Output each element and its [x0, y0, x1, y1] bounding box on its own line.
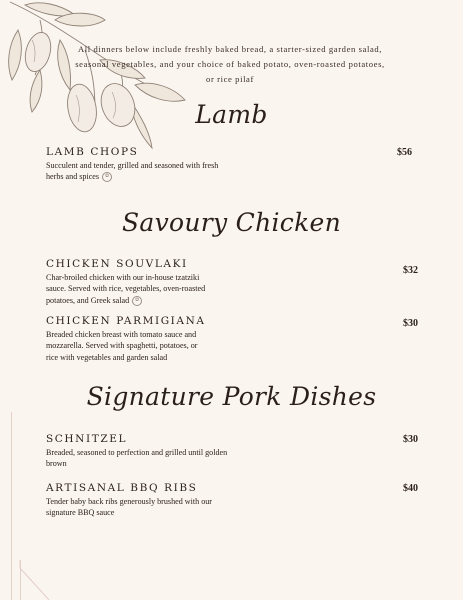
section-title-lamb: Lamb — [195, 100, 268, 129]
menu-item-description: Breaded, seasoned to perfection and grilled until golden brown — [46, 448, 228, 469]
menu-item-description: Succulent and tender, grilled and seasoned with fresh herbs and spices ✿ — [46, 161, 219, 182]
menu-item-name: SCHNITZEL — [46, 433, 128, 445]
menu-item-price: $56 — [397, 147, 412, 158]
menu-intro-text: All dinners below include freshly baked bread, a starter-sized garden salad, seasonal vegetables, and your choice of baked potato, oven-roasted potatoes, or rice pilaf — [75, 44, 385, 84]
menu-item-name: CHICKEN SOUVLAKI — [46, 258, 188, 270]
menu-item-price: $32 — [403, 265, 418, 276]
menu-item-description: Char-broiled chicken with our in-house tzatziki sauce. Served with rice, vegetables, oven-roasted potatoes, and Greek salad ✿ — [46, 273, 206, 305]
menu-item-name: CHICKEN PARMIGIANA — [46, 315, 206, 327]
menu-item-description: Breaded chicken breast with tomato sauce and mozzarella. Served with spaghetti, potatoes, or rice with vegetables and garden salad — [46, 330, 198, 362]
menu-item-name: ARTISANAL BBQ RIBS — [46, 482, 198, 494]
menu-item — [46, 146, 426, 183]
section-title-chicken: Savoury Chicken — [121, 208, 342, 237]
menu-item-price: $30 — [403, 318, 418, 329]
menu-item — [46, 315, 426, 363]
menu-item — [46, 433, 426, 470]
menu-item-name: LAMB CHOPS — [46, 146, 139, 158]
menu-item — [46, 258, 426, 306]
frame-corner — [11, 560, 51, 600]
section-title-pork: Signature Pork Dishes — [86, 382, 377, 411]
gluten-free-icon: ✿ — [102, 172, 112, 182]
menu-item-price: $40 — [403, 483, 418, 494]
menu-item — [46, 482, 426, 519]
gluten-free-icon: ✿ — [132, 296, 142, 306]
menu-item-description: Tender baby back ribs generously brushed with our signature BBQ sauce — [46, 497, 212, 518]
menu-item-price: $30 — [403, 434, 418, 445]
